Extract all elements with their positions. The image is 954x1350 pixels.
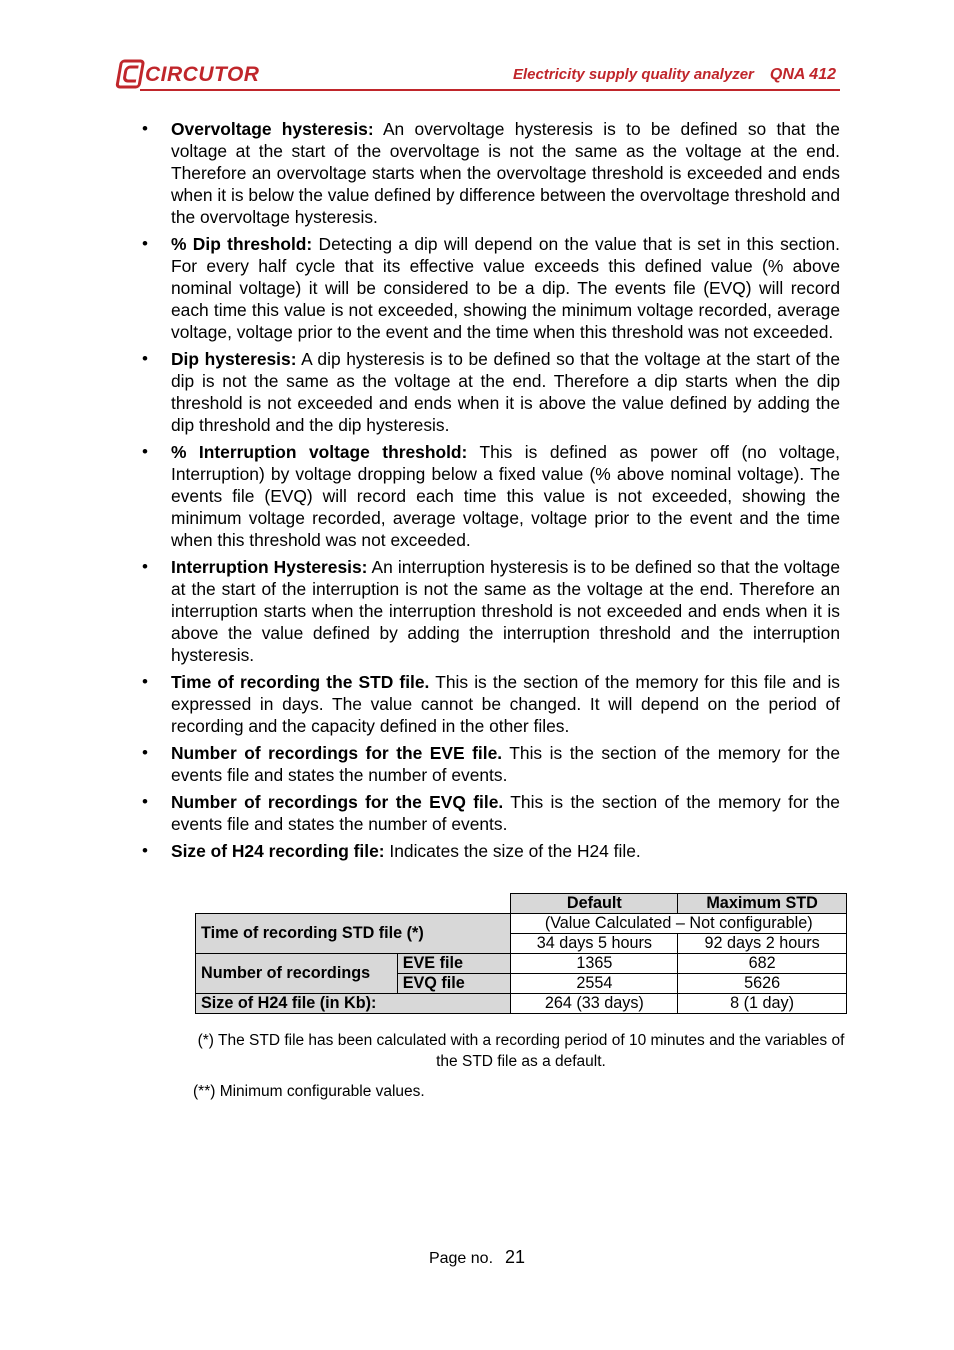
list-item (171, 671, 840, 737)
item-term: Number of recordings for the EVE file. (171, 743, 503, 763)
recording-capacity-table (195, 893, 847, 1014)
table-footnote-std: (*) The STD file has been calculated with a recording period of 10 minutes and the variables of the STD file as a default. (197, 1032, 845, 1070)
item-term: Time of recording the STD file. (171, 672, 430, 692)
circutor-logo (113, 58, 273, 90)
brand-wordmark: CIRCUTOR (145, 63, 260, 86)
table-corner (196, 894, 511, 914)
cell-evq-max: 5626 (678, 974, 847, 994)
item-text: This is the section of the memory for this file and is expressed in days. The value cannot be changed. It will depend on the period of recording and the capacity defined in the other files. (171, 672, 840, 736)
cell-evq-default: 2554 (511, 974, 678, 994)
row-label-evq: EVQ file (397, 974, 511, 994)
parameter-list (171, 118, 840, 867)
row-label-recordings: Number of recordings (196, 954, 398, 994)
table-header-row (196, 894, 847, 914)
row-label-eve: EVE file (397, 954, 511, 974)
item-term: % Dip threshold: (171, 234, 313, 254)
item-text: Detecting a dip will depend on the value that is set in this section. For every half cycle that its effective value exceeds this defined value (% above nominal voltage) it will be considered to be a dip. The events file (EVQ) will record each time this value is not exceeded, showing the minimum voltage recorded, average voltage, voltage prior to the event and the time when this threshold was not exceeded. (171, 234, 840, 342)
cell-eve-max: 682 (678, 954, 847, 974)
list-item (171, 791, 840, 835)
doc-title: Electricity supply quality analyzer (512, 66, 754, 83)
item-text: Indicates the size of the H24 file. (384, 841, 641, 861)
item-term: % Interruption voltage threshold: (171, 442, 468, 462)
item-term: Overvoltage hysteresis: (171, 119, 374, 139)
table-row (196, 954, 847, 974)
row-label-h24: Size of H24 file (in Kb): (196, 994, 511, 1014)
row-label-std: Time of recording STD file (*) (196, 914, 511, 954)
col-header-max: Maximum STD (678, 894, 847, 914)
item-text: An interruption hysteresis is to be defined so that the voltage at the start of the interruption is not the same as the voltage at the end. Therefore an interruption starts when the interruption threshold is not exceeded and ends when it is above the value defined by adding the interruption threshold and the interruption hysteresis. (171, 557, 840, 665)
item-term: Dip hysteresis: (171, 349, 297, 369)
table-row (196, 994, 847, 1014)
page-label: Page no. (428, 1250, 494, 1267)
cell-std-note: (Value Calculated – Not configurable) (511, 914, 847, 934)
list-item (171, 233, 840, 343)
item-term: Size of H24 recording file: (171, 841, 385, 861)
col-header-default: Default (511, 894, 678, 914)
cell-h24-default: 264 (33 days) (511, 994, 678, 1014)
list-item (171, 840, 840, 862)
cell-std-default: 34 days 5 hours (511, 934, 678, 954)
list-item (171, 742, 840, 786)
header-rule (140, 89, 840, 91)
cell-std-max: 92 days 2 hours (678, 934, 847, 954)
list-item (171, 348, 840, 436)
list-item (171, 441, 840, 551)
item-text: This is defined as power off (no voltage, Interruption) by voltage dropping below a fixed value (% above nominal voltage). The events file (EVQ) will record each time this value is not exceeded, showing the minimum voltage recorded, average voltage, voltage prior to the event and the time when this threshold was not exceeded. (171, 442, 840, 550)
item-text: This is the section of the memory for the events file and states the number of events. (171, 792, 840, 834)
item-text: An overvoltage hysteresis is to be defined so that the voltage at the start of the overvoltage is not the same as the voltage at the end. Therefore an overvoltage starts when the overvoltage threshold is exceeded and ends when it is below the value defined by difference between the overvoltage threshold and the overvoltage hysteresis. (171, 119, 840, 227)
table-row (196, 914, 847, 934)
item-text: This is the section of the memory for the events file and states the number of events. (171, 743, 840, 785)
item-text: A dip hysteresis is to be defined so that the voltage at the start of the dip is not the same as the voltage at the end. Therefore a dip starts when the dip threshold is not exceeded and ends when it is above the value defined by adding the dip threshold and the dip hysteresis. (171, 349, 840, 435)
list-item (171, 556, 840, 666)
cell-h24-max: 8 (1 day) (678, 994, 847, 1014)
item-term: Interruption Hysteresis: (171, 557, 368, 577)
cell-eve-default: 1365 (511, 954, 678, 974)
item-term: Number of recordings for the EVQ file. (171, 792, 504, 812)
table-footnote-min: (**) Minimum configurable values. (193, 1083, 425, 1100)
header-title (513, 66, 836, 84)
list-item (171, 118, 840, 228)
page-header (113, 58, 840, 92)
product-name: QNA 412 (769, 66, 836, 83)
page-number: 21 (505, 1247, 526, 1267)
page-footer (0, 1247, 954, 1268)
